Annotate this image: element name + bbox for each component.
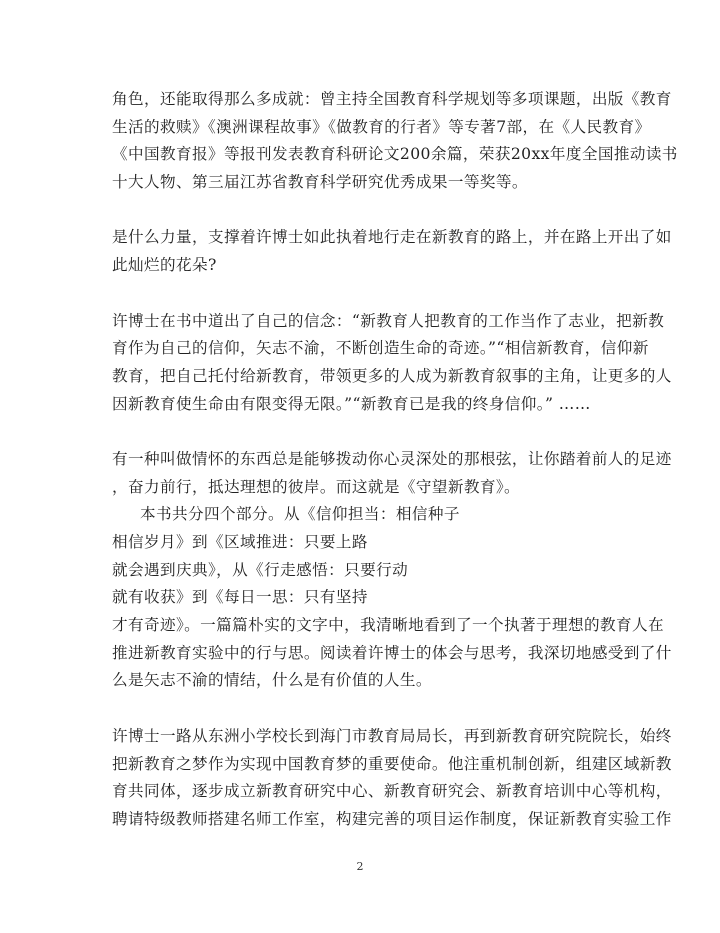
text-line: 许博士在书中道出了自己的信念：“新教育人把教育的工作当作了志业，把新教 — [112, 311, 665, 330]
text-line: 角色，还能取得那么多成就：曾主持全国教育科学规划等多项课题，出版《教育 — [112, 90, 672, 108]
text-line: 此灿烂的花朵? — [112, 256, 217, 275]
text-line: 本书共分四个部分。从《信仰担当：相信种子 — [140, 505, 460, 524]
text-line: 育作为自己的信仰，矢志不渝，不断创造生命的奇迹。”“相信新教育，信仰新 — [112, 339, 649, 358]
text-line: 十大人物、第三届江苏省教育科学研究优秀成果一等奖等。 — [112, 173, 528, 192]
text-line: 推进新教育实验中的行与思。阅读着许博士的体会与思考，我深切地感受到了什 — [112, 643, 672, 662]
paragraph-career — [112, 723, 672, 834]
text-line: 聘请特级教师搭建名师工作室，构建完善的项目运作制度，保证新教育实验工作 — [112, 809, 672, 828]
text-line: 教育，把自己托付给新教育，带领更多的人成为新教育叙事的主角，让更多的人 — [112, 366, 672, 385]
text-line: 因新教育使生命由有限变得无限。”“新教育已是我的终身信仰。” …… — [112, 394, 591, 413]
paragraph-beliefs — [112, 308, 672, 419]
text-line: 才有奇迹》。一篇篇朴实的文字中，我清晰地看到了一个执著于理想的教育人在 — [112, 616, 664, 635]
paragraph-book-overview — [112, 446, 672, 695]
text-line: 就会遇到庆典》，从《行走感悟：只要行动 — [112, 560, 409, 579]
paragraph-achievements — [112, 86, 678, 197]
text-line: 把新教育之梦作为实现中国教育梦的重要使命。他注重机制创新，组建区域新教 — [112, 754, 672, 773]
document-page — [112, 86, 678, 861]
text-line: 是什么力量，支撑着许博士如此执着地行走在新教育的路上，并在路上开出了如 — [112, 228, 672, 247]
paragraph-question — [112, 224, 672, 279]
text-line: 《中国教育报》等报刊发表教育科研论文200余篇，荣获20xx年度全国推动读书 — [112, 145, 678, 164]
text-line: 育共同体，逐步成立新教育研究中心、新教育研究会、新教育培训中心等机构， — [112, 782, 672, 801]
text-line: 就有收获》到《每日一思：只有坚持 — [112, 588, 368, 607]
page-number: 2 — [356, 860, 364, 873]
text-line: 有一种叫做情怀的东西总是能够拨动你心灵深处的那根弦，让你踏着前人的足迹 — [112, 449, 672, 468]
text-line: 相信岁月》到《区域推进：只要上路 — [112, 533, 368, 551]
text-line: 生活的救赎》《澳洲课程故事》《做教育的行者》等专著7部，在《人民教育》 — [112, 117, 651, 136]
text-line: 许博士一路从东洲小学校长到海门市教育局局长，再到新教育研究院院长，始终 — [112, 726, 672, 745]
text-line: 么是矢志不渝的情结，什么是有价值的人生。 — [112, 671, 432, 690]
text-line: ，奋力前行，抵达理想的彼岸。而这就是《守望新教育》。 — [112, 477, 521, 496]
